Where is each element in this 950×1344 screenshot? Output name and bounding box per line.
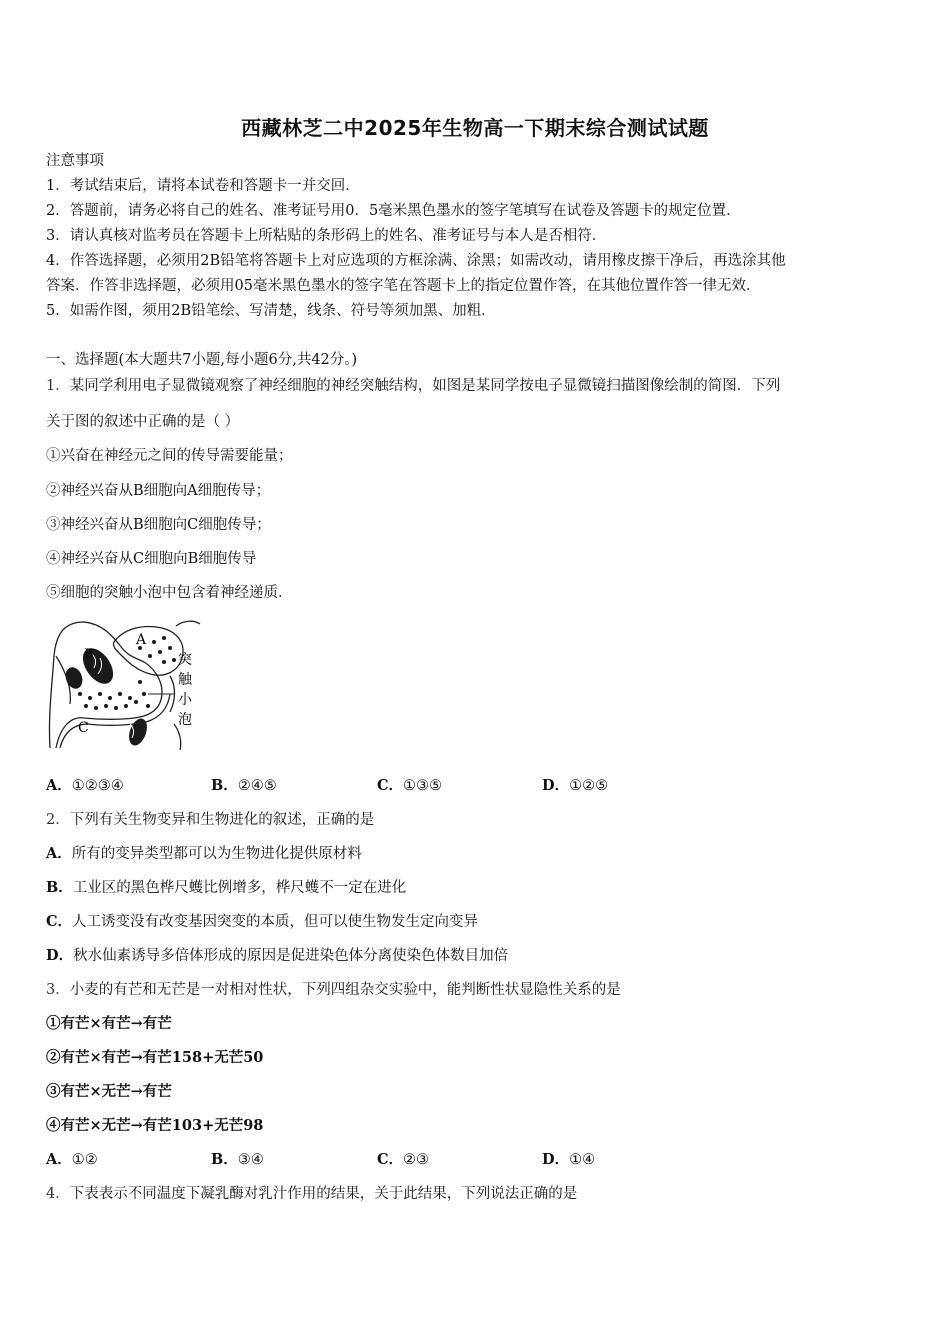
- label-a: A: [136, 632, 147, 648]
- q1-option-a[interactable]: A．①②③④: [46, 777, 124, 794]
- notice-item: 4．作答选择题，必须用2B铅笔将答题卡上对应选项的方框涂满、涂黑；如需改动，请用橡皮擦干净后，再选涂其他: [46, 253, 786, 269]
- cell-c-membrane: [60, 694, 170, 748]
- q1-option-b[interactable]: B．②④⑤: [211, 777, 277, 794]
- question-stem-text: 小麦的有芒和无芒是一对相对性状，下列四组杂交实验中，能判断性状显隐性关系的是: [69, 982, 621, 998]
- q1-statement: ①兴奋在神经元之间的传导需要能量；: [46, 448, 293, 464]
- notice-item: 2．答题前，请务必将自己的姓名、准考证号用0．5毫米黑色墨水的签字笔填写在试卷及答题卡的规定位置．: [46, 203, 741, 219]
- synapse-figure: [44, 616, 204, 752]
- q3-statement: ④有芒×无芒→有芒103+无芒98: [46, 1117, 264, 1134]
- q1-statement: ④神经兴奋从C细胞向B细胞传导: [46, 551, 257, 567]
- q3-option-c[interactable]: C．②③: [377, 1151, 430, 1168]
- question-4-stem: [46, 1184, 577, 1204]
- q1-option-c[interactable]: C．①③⑤: [377, 777, 443, 794]
- question-number: 1．: [46, 378, 70, 394]
- notice-item: 3．请认真核对监考员在答题卡上所粘贴的条形码上的姓名、准考证号与本人是否相符．: [46, 228, 607, 244]
- question-1-stem-cont: 关于图的叙述中正确的是（ ）: [46, 414, 240, 430]
- notice-item: 答案．作答非选择题，必须用05毫米黑色墨水的签字笔在答题卡上的指定位置作答，在其他位置作答一律无效．: [46, 278, 761, 294]
- q2-option-d[interactable]: D．秋水仙素诱导多倍体形成的原因是促进染色体分离使染色体数目加倍: [46, 947, 509, 964]
- label-b: B: [84, 647, 94, 662]
- q1-statement: ②神经兴奋从B细胞向A细胞传导；: [46, 483, 271, 499]
- notice-item: 1．考试结束后，请将本试卷和答题卡一并交回．: [46, 178, 360, 194]
- question-stem-text: 某同学利用电子显微镜观察了神经细胞的神经突触结构，如图是某同学按电子显微镜扫描图像绘制的简图．下列: [69, 378, 781, 394]
- label-vesicle-4: 泡: [178, 712, 192, 728]
- page-title: 西藏林芝二中2025年生物高一下期末综合测试试题: [241, 116, 709, 140]
- question-number: 4．: [46, 1186, 70, 1202]
- label-vesicle-1: 突: [178, 652, 192, 668]
- question-stem-text: 下表表示不同温度下凝乳酶对乳汁作用的结果，关于此结果，下列说法正确的是: [69, 1186, 578, 1202]
- q2-option-a[interactable]: A．所有的变异类型都可以为生物进化提供原材料: [46, 845, 362, 862]
- notice-heading: 注意事项: [46, 153, 104, 169]
- question-2-stem: [46, 810, 374, 830]
- question-number: 3．: [46, 982, 70, 998]
- q2-option-c[interactable]: C．人工诱变没有改变基因突变的本质，但可以使生物发生定向变异: [46, 913, 479, 930]
- q1-option-d[interactable]: D．①②⑤: [542, 777, 609, 794]
- question-number: 2．: [46, 812, 70, 828]
- label-vesicle-2: 触: [178, 672, 192, 688]
- question-1-stem: [46, 376, 780, 396]
- label-c: C: [78, 720, 89, 736]
- q2-option-b[interactable]: B．工业区的黑色桦尺蠖比例增多，桦尺蠖不一定在进化: [46, 879, 407, 896]
- q3-option-d[interactable]: D．①④: [542, 1151, 596, 1168]
- mitochondrion: [126, 716, 151, 748]
- question-3-stem: [46, 980, 621, 1000]
- question-stem-text: 下列有关生物变异和生物进化的叙述，正确的是: [69, 812, 375, 828]
- q1-statement: ③神经兴奋从B细胞向C细胞传导；: [46, 517, 271, 533]
- q1-statement: ⑤细胞的突触小泡中包含着神经递质．: [46, 585, 293, 601]
- label-vesicle-3: 小: [178, 692, 192, 708]
- mitochondrion: [63, 665, 86, 691]
- q3-statement: ②有芒×有芒→有芒158+无芒50: [46, 1049, 264, 1066]
- q3-statement: ①有芒×有芒→有芒: [46, 1015, 172, 1032]
- section-heading: 一、选择题(本大题共7小题,每小题6分,共42分。): [46, 352, 358, 368]
- q3-statement: ③有芒×无芒→有芒: [46, 1083, 172, 1100]
- q3-option-a[interactable]: A．①②: [46, 1151, 98, 1168]
- notice-item: 5．如需作图，须用2B铅笔绘、写清楚，线条、符号等须加黑、加粗．: [46, 303, 496, 319]
- q3-option-b[interactable]: B．③④: [211, 1151, 264, 1168]
- membrane-edge: [176, 621, 200, 626]
- synaptic-vesicles: [78, 680, 150, 710]
